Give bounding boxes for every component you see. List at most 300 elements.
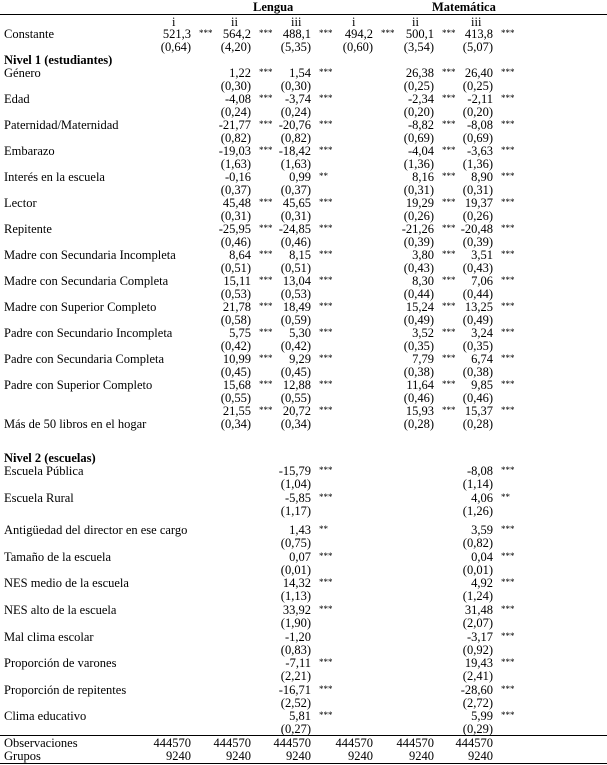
significance-stars: *** [259,67,273,77]
significance-stars: *** [501,465,515,475]
significance-stars: *** [501,353,515,363]
value: 4,06 [471,490,493,505]
std-error: (0,55) [280,391,311,405]
value: 8,90 [471,170,493,184]
significance-stars: *** [259,145,273,155]
row-label: Nivel 1 (estudiantes) [4,53,113,67]
significance-stars: *** [319,67,333,77]
value: -1,20 [284,629,311,644]
value: 1,54 [289,66,311,80]
value: 9240 [226,749,251,763]
value: -7,11 [285,656,311,671]
value: -15,79 [278,464,311,478]
row-label: Padre con Secundaria Completa [4,352,165,366]
value: 444570 [153,736,191,750]
column-header-iii: iii [471,15,482,29]
column-header-iii: iii [291,15,302,29]
top-rule [0,14,607,15]
std-error: (1,36) [462,157,493,171]
std-error: (0,49) [462,313,493,327]
significance-stars: *** [319,465,333,475]
std-error: (1,13) [280,589,311,604]
significance-stars: *** [259,93,273,103]
significance-stars: *** [501,67,515,77]
std-error: (4,20) [220,40,251,54]
significance-stars: *** [442,327,456,337]
row-label: Embarazo [4,144,55,158]
value: 9240 [409,749,434,763]
value: 6,74 [471,352,493,366]
significance-stars: *** [442,301,456,311]
significance-stars: *** [319,301,333,311]
significance-stars: *** [259,119,273,129]
row-label: Tamaño de la escuela [4,549,112,564]
coef-line [0,684,607,697]
value: 8,16 [412,170,434,184]
std-error: (1,04) [280,477,311,491]
value: 11,64 [406,378,434,392]
value: 413,8 [464,27,493,41]
significance-stars: *** [319,405,333,415]
std-error: (0,35) [462,339,493,353]
significance-stars: *** [501,524,515,535]
significance-stars: *** [501,119,515,129]
value: -2,34 [407,92,434,106]
row-label: Madre con Secundaria Completa [4,274,169,288]
value: 5,81 [289,709,311,724]
std-error: (1,36) [403,157,434,171]
value: 26,38 [405,66,434,80]
row-label: Proporción de varones [4,656,117,671]
row-label: Paternidad/Maternidad [4,118,119,132]
value: 444570 [335,736,373,750]
std-error: (0,51) [280,261,311,275]
coef-line [0,551,607,564]
group-header-lengua: Lengua [253,0,294,14]
value: 3,24 [471,326,493,340]
row-label: Padre con Superior Completo [4,378,153,392]
value: 444570 [396,736,434,750]
value: 15,24 [405,300,434,314]
value: 3,80 [412,248,434,262]
std-error: (0,46) [403,391,434,405]
significance-stars: *** [259,379,273,389]
significance-stars: *** [501,93,515,103]
value: 5,75 [229,326,251,340]
row-label: Género [4,66,41,80]
std-error: (0,25) [403,79,434,93]
std-error: (1,63) [280,157,311,171]
significance-stars: *** [319,353,333,363]
std-error: (2,72) [462,695,493,710]
std-error: (5,07) [462,40,493,54]
value: 31,48 [464,603,493,617]
value: 3,59 [471,523,493,538]
row-label: Observaciones [4,736,78,750]
std-error: (0,83) [280,642,311,657]
significance-stars: *** [442,223,456,233]
significance-stars: *** [501,683,515,694]
row-label: Repitente [4,222,52,236]
row-label: Madre con Superior Completo [4,300,157,314]
std-error: (0,58) [220,313,251,327]
std-error: (0,42) [220,339,251,353]
value: 0,07 [289,549,311,564]
row-label: Madre con Secundaria Incompleta [4,248,176,262]
value: 0,99 [289,170,311,184]
std-error: (0,38) [403,365,434,379]
value: 13,25 [464,300,493,314]
std-error: (0,37) [220,183,251,197]
std-error: (0,53) [280,287,311,301]
value: 1,43 [289,523,311,538]
value: -4,08 [224,92,251,106]
std-error: (2,41) [462,669,493,684]
std-error: (1,14) [462,477,493,491]
std-error: (0,38) [462,365,493,379]
value: 15,11 [223,274,251,288]
std-error: (0,44) [462,287,493,301]
std-error: (0,27) [280,722,311,737]
value: -16,71 [278,682,311,697]
value: -2,11 [467,92,493,106]
value: 444570 [273,736,311,750]
bottom-rule [0,763,607,764]
std-error: (0,34) [280,417,311,431]
value: -8,82 [407,118,434,132]
significance-stars: *** [501,630,515,641]
std-error: (0,31) [220,209,251,223]
column-header-ii: ii [412,15,419,29]
significance-stars: *** [319,604,333,614]
value: 15,37 [464,404,493,418]
row-label: Padre con Secundario Incompleta [4,326,173,340]
value: -3,63 [466,144,493,158]
value: -25,95 [218,222,251,236]
std-error: (0,45) [280,365,311,379]
row-label: Lector [4,196,37,210]
significance-stars: *** [501,379,515,389]
significance-stars: *** [501,550,515,561]
significance-stars: *** [319,379,333,389]
footer-line [0,750,607,763]
std-error: (0,46) [462,391,493,405]
se-line [0,617,607,630]
significance-stars: *** [501,197,515,207]
value: 10,99 [222,352,251,366]
value: -20,76 [278,118,311,132]
value: 9240 [348,749,373,763]
value: 45,48 [222,196,251,210]
significance-stars: *** [442,275,456,285]
significance-stars: *** [501,249,515,259]
significance-stars: *** [442,145,456,155]
value: 21,55 [222,404,251,418]
value: 18,49 [282,300,311,314]
value: 9,85 [471,378,493,392]
value: 9,29 [289,352,311,366]
significance-stars: *** [259,275,273,285]
column-header-i: i [352,15,356,29]
significance-stars: *** [319,657,333,668]
significance-stars: *** [501,171,515,181]
significance-stars: *** [381,28,395,38]
std-error: (0,60) [342,40,373,54]
value: -28,60 [460,682,493,697]
significance-stars: *** [319,710,333,721]
significance-stars: *** [319,491,333,502]
row-label: Interés en la escuela [4,170,105,184]
significance-stars: *** [259,223,273,233]
significance-stars: *** [442,171,456,181]
value: -20,48 [460,222,493,236]
std-error: (1,17) [280,503,311,518]
std-error: (3,54) [403,40,434,54]
value: -3,17 [466,629,493,644]
significance-stars: *** [442,67,456,77]
significance-stars: *** [442,379,456,389]
std-error: (0,64) [160,40,191,54]
significance-stars: *** [442,197,456,207]
significance-stars: *** [501,657,515,668]
value: -18,42 [278,144,311,158]
value: 15,93 [405,404,434,418]
std-error: (0,35) [403,339,434,353]
std-error: (0,75) [280,536,311,551]
significance-stars: *** [319,550,333,561]
se-line [0,537,607,550]
std-error: (0,69) [403,131,434,145]
significance-stars: *** [319,145,333,155]
value: 4,92 [471,576,493,591]
row-label: Clima educativo [4,709,87,724]
std-error: (0,25) [462,79,493,93]
column-header-ii: ii [231,15,238,29]
se-line [0,670,607,683]
row-label: NES medio de la escuela [4,576,129,591]
std-error: (1,26) [462,503,493,518]
std-error: (0,53) [220,287,251,301]
std-error: (0,24) [280,105,311,119]
value: 500,1 [405,27,434,41]
significance-stars: *** [259,28,273,38]
significance-stars: *** [259,301,273,311]
std-error: (0,31) [280,209,311,223]
std-error: (2,52) [280,695,311,710]
value: -21,26 [401,222,434,236]
std-error: (0,20) [462,105,493,119]
std-error: (0,39) [462,235,493,249]
significance-stars: *** [319,327,333,337]
std-error: (0,01) [462,562,493,577]
value: -19,03 [218,144,251,158]
coef-line [0,492,607,505]
se-line [0,697,607,710]
value: 13,04 [282,274,311,288]
value: 9240 [468,749,493,763]
significance-stars: *** [501,710,515,721]
std-error: (0,46) [280,235,311,249]
value: 8,15 [289,248,311,262]
std-error: (0,20) [403,105,434,119]
significance-stars: *** [501,327,515,337]
std-error: (0,82) [462,536,493,551]
value: 19,29 [405,196,434,210]
se-line [0,478,607,491]
std-error: (0,26) [403,209,434,223]
std-error: (0,45) [220,365,251,379]
std-error: (0,39) [403,235,434,249]
row-label: Escuela Pública [4,464,84,478]
value: 488,1 [282,27,311,41]
significance-stars: *** [501,275,515,285]
value: 521,3 [162,27,191,41]
significance-stars: *** [501,145,515,155]
value: -8,08 [466,118,493,132]
std-error: (5,35) [280,40,311,54]
std-error: (0,46) [220,235,251,249]
std-error: (0,31) [462,183,493,197]
significance-stars: *** [442,249,456,259]
significance-stars: *** [259,353,273,363]
row-label: Grupos [4,749,41,763]
std-error: (0,01) [280,562,311,577]
std-error: (0,37) [280,183,311,197]
significance-stars: *** [319,197,333,207]
value: 494,2 [344,27,373,41]
significance-stars: *** [319,119,333,129]
value: 7,06 [471,274,493,288]
significance-stars: *** [501,577,515,588]
value: 19,37 [464,196,493,210]
value: 5,99 [471,709,493,724]
significance-stars: *** [259,249,273,259]
value: 9240 [286,749,311,763]
std-error: (0,28) [462,417,493,431]
row-label: Proporción de repitentes [4,682,127,697]
value: 21,78 [222,300,251,314]
row-label: Nivel 2 (escuelas) [4,451,96,465]
group-header-matematica: Matemática [432,0,496,14]
std-error: (0,42) [280,339,311,353]
value: 12,88 [282,378,311,392]
std-error: (0,30) [220,79,251,93]
se-line [0,505,607,518]
significance-stars: *** [259,405,273,415]
value: 3,51 [471,248,493,262]
std-error: (0,29) [462,722,493,737]
value: 9240 [166,749,191,763]
value: 15,68 [222,378,251,392]
significance-stars: *** [501,405,515,415]
row-label: Edad [4,92,30,106]
significance-stars: *** [259,197,273,207]
value: 8,30 [412,274,434,288]
value: -0,16 [224,170,251,184]
std-error: (2,07) [462,616,493,630]
value: 45,65 [282,196,311,210]
std-error: (0,24) [220,105,251,119]
significance-stars: ** [319,171,328,181]
value: 444570 [455,736,493,750]
significance-stars: *** [319,223,333,233]
value: -21,77 [218,118,251,132]
significance-stars: *** [442,119,456,129]
value: 14,32 [282,576,311,591]
column-header-i: i [172,15,176,29]
row-label: Antigüedad del director en ese cargo [4,523,188,538]
value: 0,04 [471,549,493,564]
significance-stars: ** [319,524,328,535]
significance-stars: *** [199,28,213,38]
value: 19,43 [464,656,493,671]
std-error: (1,24) [462,589,493,604]
se-line [0,418,607,431]
std-error: (0,26) [462,209,493,223]
significance-stars: *** [259,327,273,337]
std-error: (0,43) [403,261,434,275]
row-label: NES alto de la escuela [4,603,117,617]
std-error: (0,44) [403,287,434,301]
std-error: (0,49) [403,313,434,327]
std-error: (0,51) [220,261,251,275]
row-label: Más de 50 libros en el hogar [4,417,147,431]
std-error: (0,31) [403,183,434,197]
se-line [0,644,607,657]
coef-line [0,631,607,644]
significance-stars: *** [442,353,456,363]
row-label: Mal clima escolar [4,629,94,644]
row-label: Escuela Rural [4,490,74,505]
significance-stars: *** [319,28,333,38]
std-error: (0,92) [462,642,493,657]
significance-stars: *** [319,93,333,103]
value: 444570 [213,736,251,750]
significance-stars: *** [442,405,456,415]
value: 26,40 [464,66,493,80]
value: -24,85 [278,222,311,236]
significance-stars: *** [319,249,333,259]
std-error: (0,30) [280,79,311,93]
value: 33,92 [282,603,311,617]
value: 1,22 [229,66,251,80]
value: -4,04 [407,144,434,158]
std-error: (0,28) [403,417,434,431]
std-error: (0,69) [462,131,493,145]
value: 20,72 [282,404,311,418]
std-error: (2,21) [280,669,311,684]
significance-stars: *** [442,28,456,38]
significance-stars: ** [501,491,510,502]
value: 8,64 [229,248,251,262]
significance-stars: *** [501,223,515,233]
significance-stars: *** [319,275,333,285]
significance-stars: *** [319,577,333,588]
std-error: (1,90) [280,616,311,630]
value: 5,30 [289,326,311,340]
value: -3,74 [284,92,311,106]
value: 7,79 [412,352,434,366]
significance-stars: *** [501,604,515,614]
significance-stars: *** [501,28,515,38]
std-error: (0,43) [462,261,493,275]
row-label: Constante [4,27,54,41]
std-error: (1,63) [220,157,251,171]
value: 3,52 [412,326,434,340]
significance-stars: *** [501,301,515,311]
value: -8,08 [466,464,493,478]
std-error: (0,34) [220,417,251,431]
